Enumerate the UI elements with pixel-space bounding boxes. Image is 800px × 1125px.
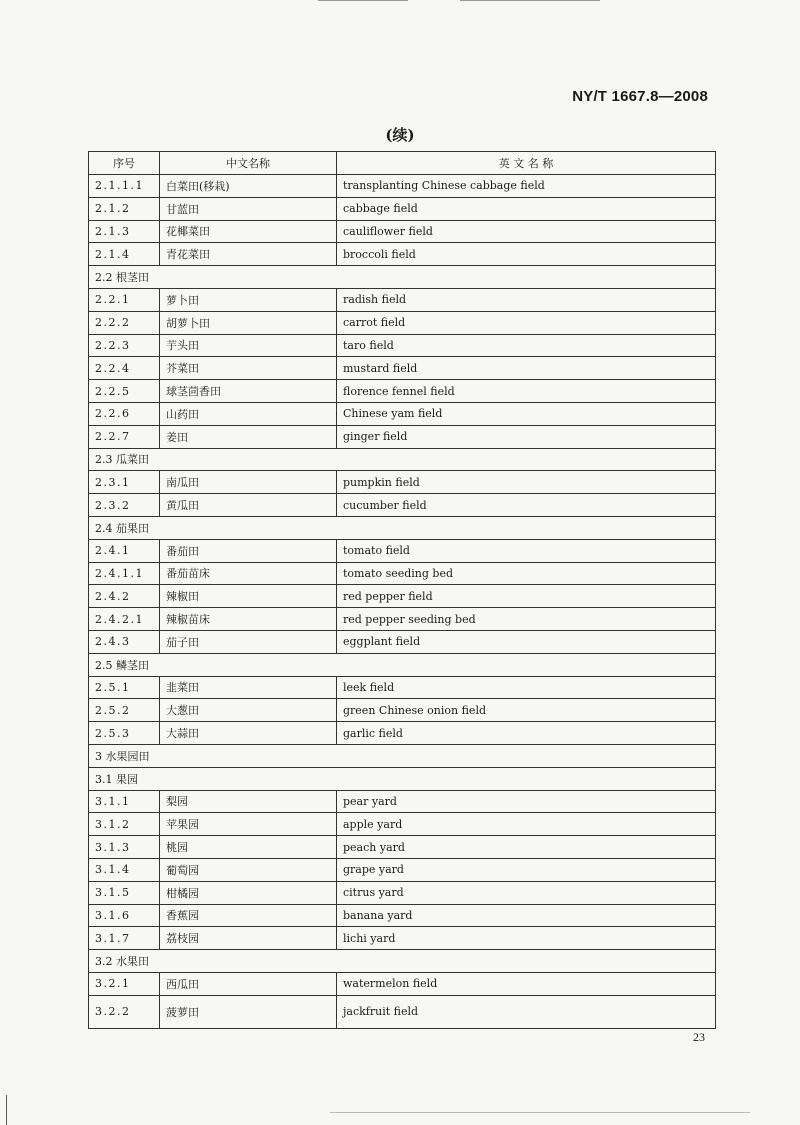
entry-number: 2.2.6 [89, 402, 160, 425]
english-name: pumpkin field [337, 471, 716, 494]
chinese-name: 球茎茴香田 [160, 380, 337, 403]
english-name: tomato field [337, 539, 716, 562]
table-row [89, 836, 716, 859]
section-row [89, 266, 716, 289]
table-row [89, 790, 716, 813]
table-row [89, 425, 716, 448]
entry-number: 2.2.3 [89, 334, 160, 357]
chinese-name: 葡萄园 [160, 858, 337, 881]
section-heading: 2.3 瓜菜田 [89, 448, 716, 471]
section-heading: 3.1 果园 [89, 767, 716, 790]
entry-number: 2.2.5 [89, 380, 160, 403]
chinese-name: 桃园 [160, 836, 337, 859]
chinese-name: 辣椒苗床 [160, 608, 337, 631]
chinese-name: 韭菜田 [160, 676, 337, 699]
chinese-name: 苹果园 [160, 813, 337, 836]
entry-number: 3.1.5 [89, 881, 160, 904]
column-header-english: 英 文 名 称 [337, 152, 716, 175]
chinese-name: 柑橘园 [160, 881, 337, 904]
column-header-chinese: 中文名称 [160, 152, 337, 175]
table-row [89, 904, 716, 927]
chinese-name: 萝卜田 [160, 288, 337, 311]
table-header-row [89, 152, 716, 175]
table-row [89, 539, 716, 562]
english-name: radish field [337, 288, 716, 311]
table-row [89, 402, 716, 425]
english-name: transplanting Chinese cabbage field [337, 175, 716, 198]
chinese-name: 甘蓝田 [160, 197, 337, 220]
english-name: broccoli field [337, 243, 716, 266]
english-name: lichi yard [337, 927, 716, 950]
table-row [89, 676, 716, 699]
english-name: pear yard [337, 790, 716, 813]
entry-number: 2.4.2.1 [89, 608, 160, 631]
table-row [89, 585, 716, 608]
chinese-name: 芥菜田 [160, 357, 337, 380]
english-name: red pepper seeding bed [337, 608, 716, 631]
chinese-name: 山药田 [160, 402, 337, 425]
entry-number: 2.5.3 [89, 722, 160, 745]
entry-number: 2.2.7 [89, 425, 160, 448]
chinese-name: 番茄田 [160, 539, 337, 562]
section-row [89, 744, 716, 767]
entry-number: 3.1.2 [89, 813, 160, 836]
entry-number: 3.2.2 [89, 995, 160, 1028]
entry-number: 2.1.2 [89, 197, 160, 220]
table-row [89, 471, 716, 494]
chinese-name: 大葱田 [160, 699, 337, 722]
table-row [89, 972, 716, 995]
column-header-number: 序号 [89, 152, 160, 175]
table-row [89, 813, 716, 836]
english-name: eggplant field [337, 630, 716, 653]
entry-number: 2.4.3 [89, 630, 160, 653]
section-heading: 2.2 根茎田 [89, 266, 716, 289]
scan-mark [460, 0, 600, 1]
entry-number: 2.5.2 [89, 699, 160, 722]
table-row [89, 630, 716, 653]
english-name: taro field [337, 334, 716, 357]
entry-number: 3.1.6 [89, 904, 160, 927]
chinese-name: 白菜田(移栽) [160, 175, 337, 198]
english-name: cauliflower field [337, 220, 716, 243]
english-name: Chinese yam field [337, 402, 716, 425]
standard-number: NY/T 1667.8—2008 [572, 88, 708, 105]
section-row [89, 448, 716, 471]
table-body [89, 175, 716, 1029]
chinese-name: 大蒜田 [160, 722, 337, 745]
entry-number: 2.4.2 [89, 585, 160, 608]
entry-number: 2.2.2 [89, 311, 160, 334]
section-row [89, 653, 716, 676]
english-name: garlic field [337, 722, 716, 745]
entry-number: 2.1.1.1 [89, 175, 160, 198]
page-number: 23 [693, 1030, 705, 1044]
entry-number: 2.1.3 [89, 220, 160, 243]
entry-number: 2.4.1 [89, 539, 160, 562]
table-row [89, 858, 716, 881]
scan-mark [318, 0, 408, 1]
continued-label: (续) [385, 126, 415, 144]
english-name: cabbage field [337, 197, 716, 220]
english-name: jackfruit field [337, 995, 716, 1028]
chinese-name: 南瓜田 [160, 471, 337, 494]
entry-number: 2.2.1 [89, 288, 160, 311]
entry-number: 2.3.2 [89, 494, 160, 517]
entry-number: 3.1.7 [89, 927, 160, 950]
english-name: apple yard [337, 813, 716, 836]
chinese-name: 番茄苗床 [160, 562, 337, 585]
table-row [89, 881, 716, 904]
english-name: leek field [337, 676, 716, 699]
chinese-name: 香蕉园 [160, 904, 337, 927]
table-row [89, 334, 716, 357]
section-row [89, 516, 716, 539]
table-row [89, 995, 716, 1028]
english-name: mustard field [337, 357, 716, 380]
chinese-name: 西瓜田 [160, 972, 337, 995]
english-name: carrot field [337, 311, 716, 334]
table-row [89, 311, 716, 334]
entry-number: 3.2.1 [89, 972, 160, 995]
chinese-name: 梨园 [160, 790, 337, 813]
chinese-name: 黄瓜田 [160, 494, 337, 517]
english-name: tomato seeding bed [337, 562, 716, 585]
entry-number: 2.5.1 [89, 676, 160, 699]
english-name: peach yard [337, 836, 716, 859]
section-heading: 3.2 水果田 [89, 950, 716, 973]
entry-number: 2.2.4 [89, 357, 160, 380]
english-name: grape yard [337, 858, 716, 881]
chinese-name: 姜田 [160, 425, 337, 448]
scan-mark [6, 1095, 7, 1125]
table-row [89, 494, 716, 517]
english-name: florence fennel field [337, 380, 716, 403]
table-row [89, 562, 716, 585]
chinese-name: 花椰菜田 [160, 220, 337, 243]
vocabulary-table [88, 151, 716, 1029]
chinese-name: 茄子田 [160, 630, 337, 653]
section-row [89, 950, 716, 973]
chinese-name: 辣椒田 [160, 585, 337, 608]
chinese-name: 菠萝田 [160, 995, 337, 1028]
section-heading: 3 水果园田 [89, 744, 716, 767]
english-name: watermelon field [337, 972, 716, 995]
english-name: ginger field [337, 425, 716, 448]
entry-number: 3.1.1 [89, 790, 160, 813]
table-row [89, 197, 716, 220]
english-name: citrus yard [337, 881, 716, 904]
section-heading: 2.4 茄果田 [89, 516, 716, 539]
table-row [89, 288, 716, 311]
chinese-name: 胡萝卜田 [160, 311, 337, 334]
scan-mark [330, 1112, 750, 1113]
table-row [89, 927, 716, 950]
section-row [89, 767, 716, 790]
entry-number: 3.1.4 [89, 858, 160, 881]
table-row [89, 380, 716, 403]
table-row [89, 357, 716, 380]
chinese-name: 青花菜田 [160, 243, 337, 266]
entry-number: 2.3.1 [89, 471, 160, 494]
english-name: red pepper field [337, 585, 716, 608]
entry-number: 2.1.4 [89, 243, 160, 266]
entry-number: 3.1.3 [89, 836, 160, 859]
english-name: green Chinese onion field [337, 699, 716, 722]
table-row [89, 175, 716, 198]
table-row [89, 699, 716, 722]
chinese-name: 芋头田 [160, 334, 337, 357]
table-row [89, 722, 716, 745]
table-row [89, 243, 716, 266]
english-name: cucumber field [337, 494, 716, 517]
english-name: banana yard [337, 904, 716, 927]
table-row [89, 608, 716, 631]
entry-number: 2.4.1.1 [89, 562, 160, 585]
chinese-name: 荔枝园 [160, 927, 337, 950]
table-row [89, 220, 716, 243]
section-heading: 2.5 鳞茎田 [89, 653, 716, 676]
